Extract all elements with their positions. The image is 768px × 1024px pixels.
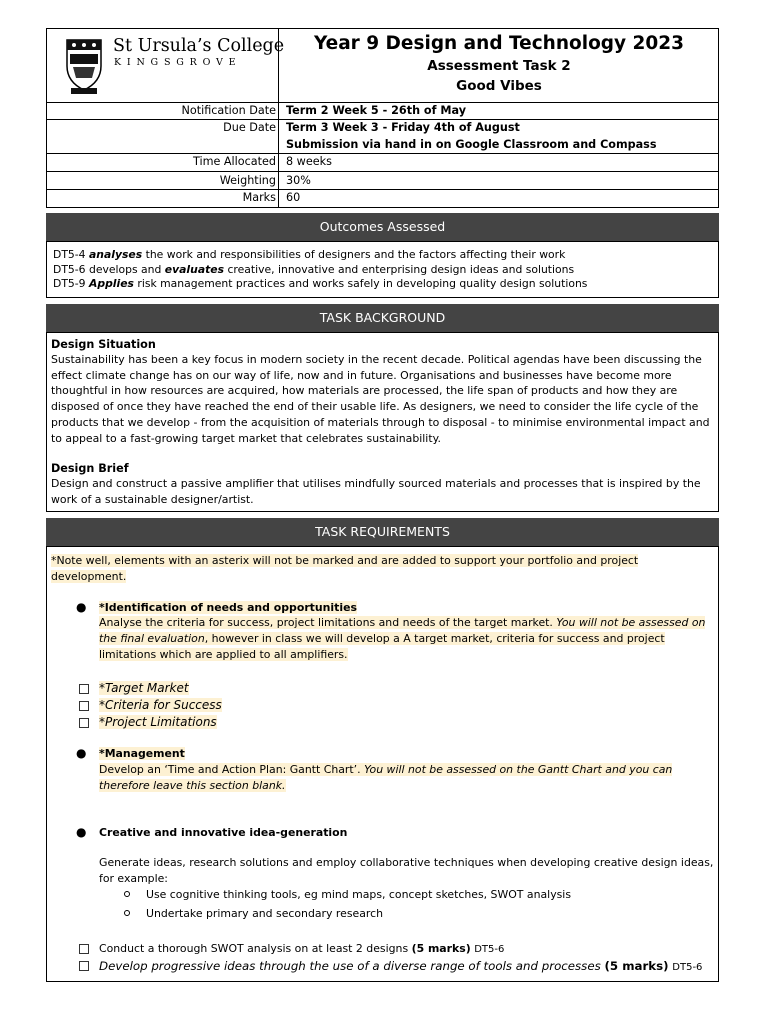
design-situation-text	[51, 352, 721, 446]
details-divider	[278, 102, 279, 208]
background-heading: TASK BACKGROUND	[46, 304, 719, 332]
marks-label: Marks	[242, 191, 276, 204]
management-text: Develop an ‘Time and Action Plan: Gantt Chart’. You will not be assessed on the Gantt Chart and you can therefore leave this section blank.	[99, 763, 673, 792]
notification-date-value: Term 2 Week 5 - 26th of May	[286, 104, 467, 117]
outcome-dt5-6: DT5-6 develops and evaluates creative, innovative and enterprising design ideas and solutions	[53, 263, 575, 276]
brief-line: Design and construct a passive amplifier that utilises mindfully sourced materials and processes that is inspired by the	[51, 477, 701, 490]
situation-line: thoughtful in how resources are acquired, how materials are processed, the life span of products and how they are	[51, 384, 678, 398]
sub-item-thinking-tools: Use cognitive thinking tools, eg mind maps, concept sketches, SWOT analysis	[146, 888, 572, 901]
brief-line: work of a sustainable designer/artist.	[51, 492, 254, 506]
design-situation-title: Design Situation	[51, 338, 156, 351]
identification-text: Analyse the criteria for success, project limitations and needs of the target market. You will not be assessed on the final evaluation, however in class we will develop a A target market, criteria for success and project limitations which are applied to all amplifiers.	[99, 616, 706, 661]
bullet-icon: ●	[76, 825, 87, 839]
time-allocated-label: Time Allocated	[192, 155, 276, 168]
marks-value: 60	[286, 191, 301, 204]
weighting-value: 30%	[286, 174, 311, 187]
management-title: *Management	[99, 747, 185, 760]
due-date-value: Term 3 Week 3 - Friday 4th of August	[286, 121, 520, 134]
identification-title: *Identification of needs and opportunities	[99, 601, 357, 614]
outcome-dt5-4: DT5-4 analyses the work and responsibilities of designers and the factors affecting their work	[53, 248, 566, 261]
college-name: St Ursula’s College	[113, 36, 285, 56]
task-swot-analysis: Conduct a thorough SWOT analysis on at least 2 designs (5 marks) DT5-6	[99, 942, 505, 955]
creative-title: Creative and innovative idea-generation	[99, 826, 348, 839]
time-allocated-value: 8 weeks	[286, 155, 332, 168]
page-title: Year 9 Design and Technology 2023	[313, 33, 685, 54]
requirements-heading: TASK REQUIREMENTS	[46, 518, 719, 546]
bullet-icon: ●	[76, 746, 87, 760]
checkbox-criteria-success[interactable]	[79, 701, 89, 711]
sub-item-research: Undertake primary and secondary research	[146, 907, 384, 920]
bullet-icon: ●	[76, 600, 87, 614]
checkbox-progressive-ideas[interactable]	[79, 961, 89, 971]
situation-line: disposed of once they have reached the end of their usable life. As designers, we need to consider the life cycle of the	[51, 400, 699, 414]
design-brief-title: Design Brief	[51, 462, 129, 475]
checkbox-label-criteria: *Criteria for Success	[99, 698, 222, 712]
situation-line: Sustainability has been a key focus in modern society in the recent decade. Political agendas have been discussing the	[51, 353, 702, 366]
due-date-label: Due Date	[223, 121, 276, 134]
checkbox-target-market[interactable]	[79, 684, 89, 694]
submission-value: Submission via hand in on Google Classroom and Compass	[286, 138, 657, 151]
situation-line: effect climate change has on our way of life, now and in future. Organisations and businesses have become more	[51, 368, 672, 382]
checkbox-label-limitations: *Project Limitations	[99, 715, 217, 729]
college-location: KINGSGROVE	[114, 57, 242, 68]
task-progressive-ideas: Develop progressive ideas through the use of a diverse range of tools and processes (5 marks) DT5-6	[99, 959, 703, 973]
outcome-dt5-9: DT5-9 Applies risk management practices and works safely in developing quality design solutions	[53, 277, 588, 290]
checkbox-swot-analysis[interactable]	[79, 944, 89, 954]
sub-bullet-icon	[124, 891, 130, 897]
design-brief-text	[51, 476, 721, 507]
note-text: *Note well, elements with an asterix will not be marked and are added to support your portfolio and project development.	[51, 554, 639, 583]
creative-text: Generate ideas, research solutions and employ collaborative techniques when developing creative design ideas, for example:	[99, 856, 714, 885]
college-crest-logo	[64, 36, 104, 96]
weighting-label: Weighting	[219, 174, 276, 187]
notification-date-label: Notification Date	[181, 104, 276, 117]
checkbox-project-limitations[interactable]	[79, 718, 89, 728]
assessment-subtitle: Assessment Task 2	[427, 58, 571, 74]
sub-bullet-icon	[124, 910, 130, 916]
situation-line: to appeal to a fast-growing target market that celebrates sustainability.	[51, 431, 441, 445]
outcomes-heading: Outcomes Assessed	[46, 213, 719, 241]
task-name: Good Vibes	[456, 78, 542, 94]
situation-line: products that we develop - from the acquisition of materials through to disposal - to minimise environmental impact and	[51, 415, 710, 429]
checkbox-label-target-market: *Target Market	[99, 681, 189, 695]
